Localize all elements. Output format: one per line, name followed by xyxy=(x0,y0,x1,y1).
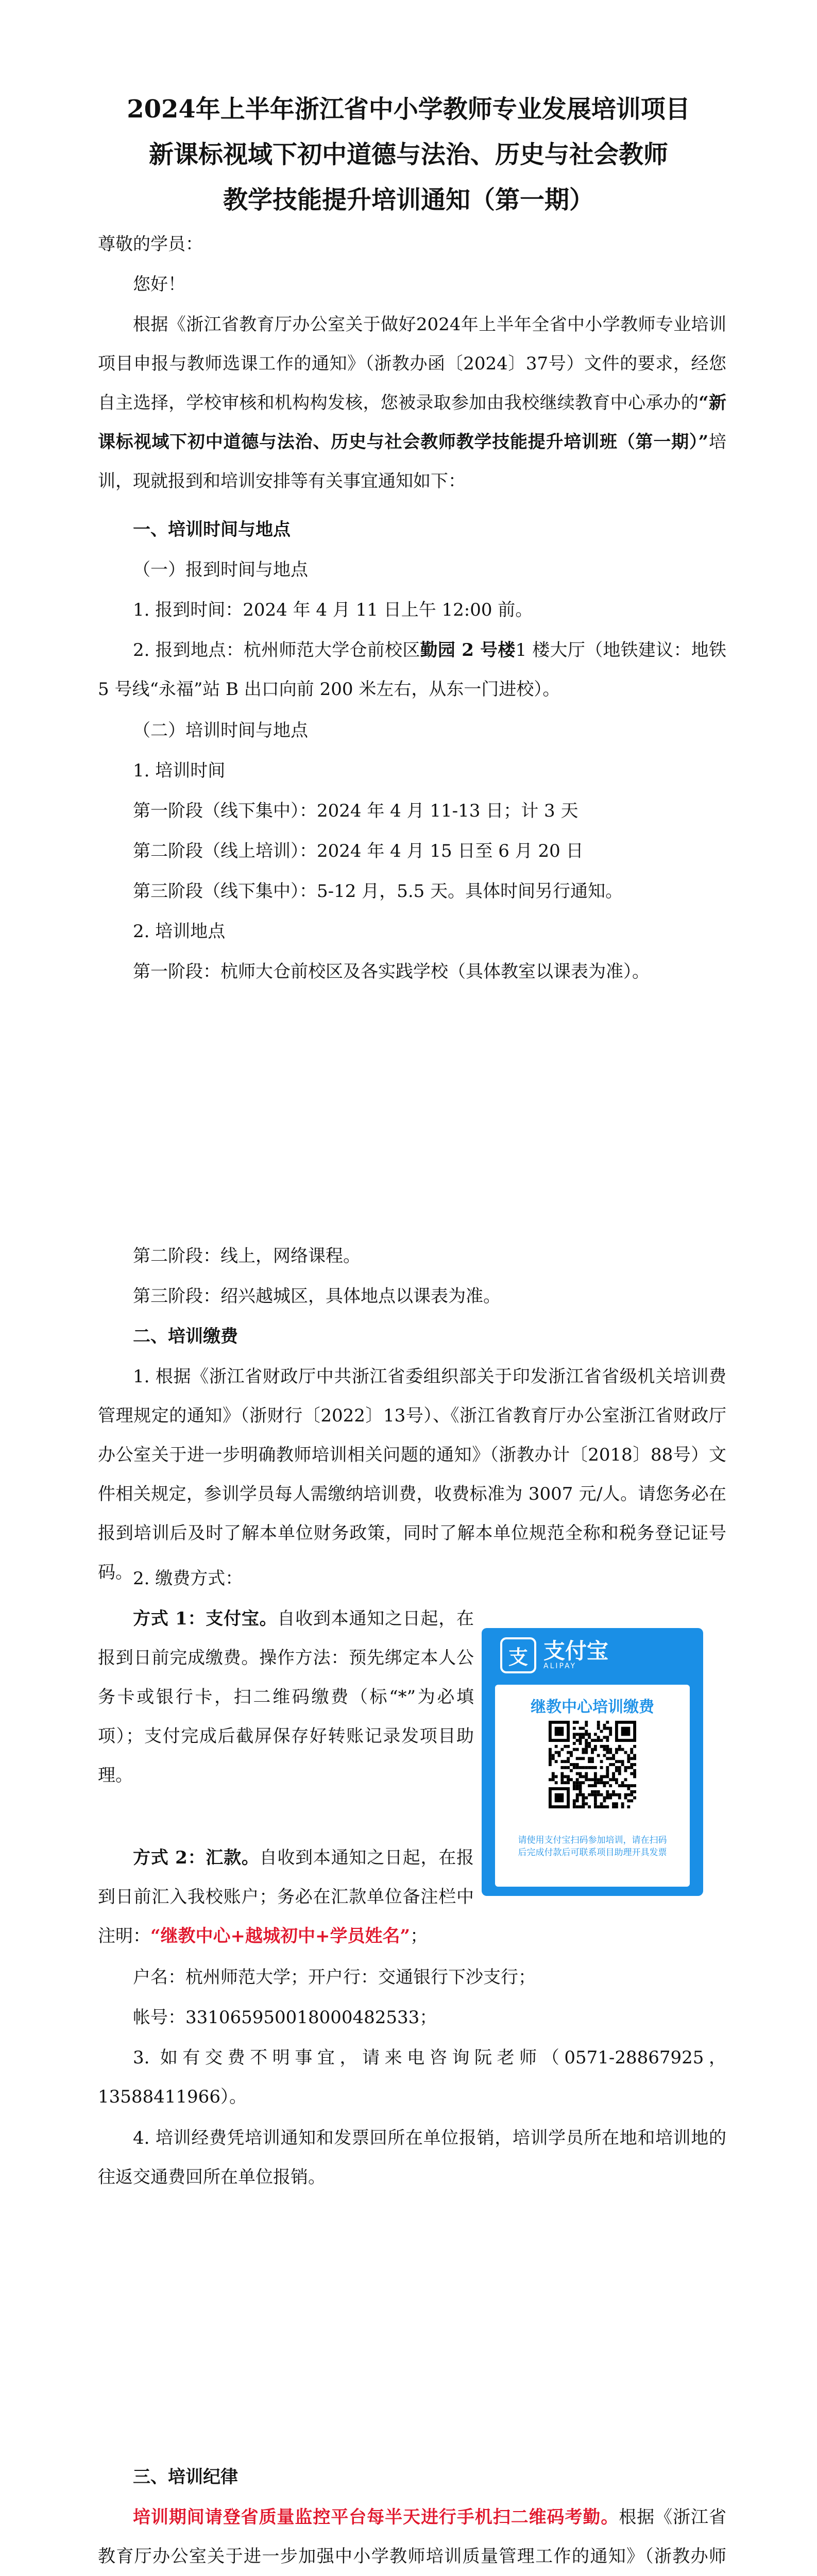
intro-course-name: “新课标视域下初中道德与法治、历史与社会教师教学技能提升培训班（第一期）” xyxy=(98,393,726,452)
fee-paragraph: 1. 根据《浙江省财政厅中共浙江省委组织部关于印发浙江省省级机关培训费管理规定的通知》（浙财行〔2022〕13号）、《浙江省教育厅办公室浙江省财政厅办公室关于进一步明确教师培训相关问题的通知》（浙教办计〔2018〕88号）文件相关规定，参训学员每人需缴纳培训费，收费标准为 3007 元/人。请您务必在报到培训后及时了解本单位财务政策，同时了解本单位规范全称和税务登记证号码。 xyxy=(98,1366,726,1583)
transfer-instructions: 自收到本通知之日起，在报到日前汇入我校账户；务必在汇款单位备注栏中注明： xyxy=(98,1848,474,1946)
payment-methods-heading: 2. 缴费方式： xyxy=(133,1568,243,1589)
alipay-card-body xyxy=(495,1685,690,1887)
stage1-place: 第一阶段：杭师大仓前校区及各实践学校（具体教室以课表为准）。 xyxy=(133,961,650,982)
account-name: 户名：杭州师范大学；开户行：交通银行下沙支行； xyxy=(133,1967,536,1988)
checkin-building: 勤园 2 号楼 xyxy=(420,640,516,660)
alipay-qr-code[interactable] xyxy=(549,1721,636,1808)
document-title-line2: 新课标视域下初中道德与法治、历史与社会教师 xyxy=(148,140,668,169)
attendance-notice: 培训期间请登省质量监控平台每半天进行手机扫二维码考勤。 xyxy=(133,2507,619,2528)
alipay-brand-en: ALIPAY xyxy=(543,1662,577,1670)
hello: 您好！ xyxy=(133,274,185,295)
document-title-line1: 2024年上半年浙江省中小学教师专业发展培训项目 xyxy=(127,95,690,124)
alipay-logo xyxy=(500,1637,608,1673)
transfer-instructions-end: ； xyxy=(410,1926,428,1946)
stage2-place: 第二阶段：线上，网络课程。 xyxy=(133,1246,361,1266)
alipay-caption: 继教中心培训缴费 xyxy=(531,1698,654,1716)
stage3-time: 第三阶段（线下集中）：5-12 月，5.5 天。具体时间另行通知。 xyxy=(133,881,623,902)
stage1-time: 第一阶段（线下集中）：2024 年 4 月 11-13 日；计 3 天 xyxy=(133,801,578,821)
alipay-label: 方式 1：支付宝。 xyxy=(133,1608,278,1629)
alipay-icon: 支 xyxy=(500,1637,536,1673)
section1-sub1: （一）报到时间与地点 xyxy=(133,560,308,580)
checkin-location-post: 1 楼大厅（地铁建议：地铁 5 号线“永福”站 B 出口向前 200 米左右，从东一门进校）。 xyxy=(98,640,726,700)
alipay-note: 请使用支付宝扫码参加培训，请在扫码后完成付款后可联系项目助理开具发票 xyxy=(518,1835,667,1858)
payment-method-alipay xyxy=(98,1599,474,1795)
discipline-paragraph xyxy=(98,2498,726,2576)
training-place-heading: 2. 培训地点 xyxy=(133,921,226,942)
intro-post: 培训，现就报到和培训安排等有关事宜通知如下： xyxy=(98,432,727,492)
training-time-heading: 1. 培训时间 xyxy=(133,760,226,781)
payment-method-transfer xyxy=(98,1838,474,1956)
intro-pre: 根据《浙江省教育厅办公室关于做好2024年上半年全省中小学教师专业培训项目申报与教师选课工作的通知》（浙教办函〔2024〕37号）文件的要求，经您自主选择，学校审核和机构构发核，您被录取参加由我校继续教育中心承办的 xyxy=(98,314,726,413)
reimbursement-paragraph: 4. 培训经费凭培训通知和发票回所在单位报销，培训学员所在地和培训地的往返交通费回所在单位报销。 xyxy=(98,2128,726,2188)
alipay-payment-card xyxy=(482,1628,703,1896)
intro-paragraph xyxy=(98,305,726,501)
greeting: 尊敬的学员： xyxy=(98,234,203,255)
section2-heading: 二、培训缴费 xyxy=(133,1326,238,1347)
alipay-instructions: 自收到本通知之日起，在报到日前完成缴费。操作方法：预先绑定本人公务卡或银行卡，扫二维码缴费（标“*”为必填项）；支付完成后截屏保存好转账记录发项目助理。 xyxy=(98,1608,474,1786)
checkin-location-pre: 2. 报到地点：杭州师范大学仓前校区 xyxy=(133,640,420,660)
checkin-time: 1. 报到时间：2024 年 4 月 11 日上午 12:00 前。 xyxy=(133,600,533,620)
discipline-text: 根据《浙江省教育厅办公室关于进一步加强中小学教师培训质量管理工作的通知》（浙教办师 xyxy=(98,2507,726,2567)
checkin-location xyxy=(98,631,726,709)
section1-sub2: （二）培训时间与地点 xyxy=(133,720,308,741)
account-number: 帐号：331065950018000482533； xyxy=(133,2007,437,2028)
stage2-time: 第二阶段（线上培训）：2024 年 4 月 15 日至 6 月 20 日 xyxy=(133,841,584,861)
section1-heading: 一、培训时间与地点 xyxy=(133,519,291,540)
document-title-line3: 教学技能提升培训通知（第一期） xyxy=(223,185,594,214)
transfer-label: 方式 2：汇款。 xyxy=(133,1848,260,1868)
alipay-brand: 支付宝 xyxy=(543,1638,609,1664)
section3-heading: 三、培训纪律 xyxy=(133,2467,238,2487)
stage3-place: 第三阶段：绍兴越城区，具体地点以课表为准。 xyxy=(133,1286,501,1307)
inquiry-paragraph: 3. 如有交费不明事宜，请来电咨询阮老师（0571-28867925，13588411966）。 xyxy=(98,2047,726,2107)
transfer-remark: “继教中心+越城初中+学员姓名” xyxy=(150,1926,411,1946)
